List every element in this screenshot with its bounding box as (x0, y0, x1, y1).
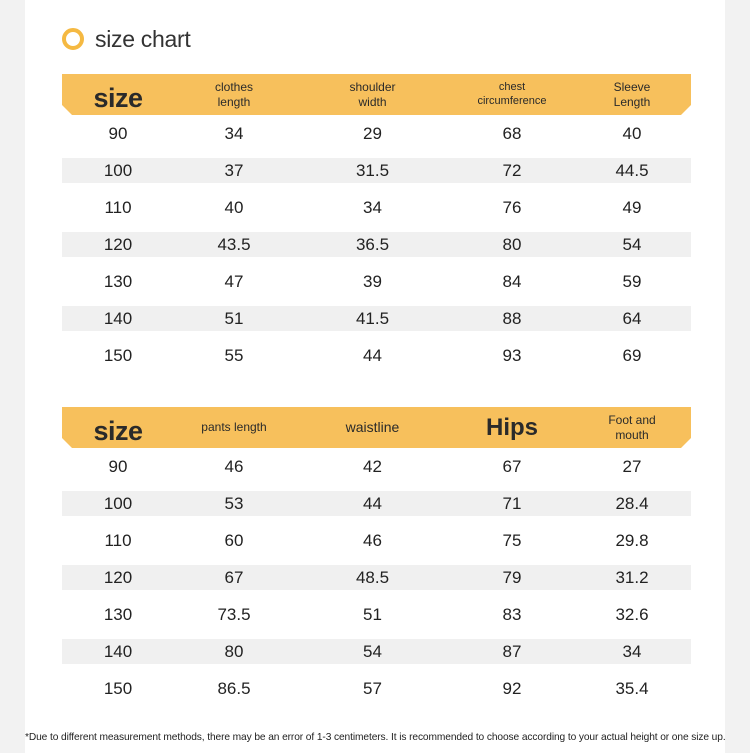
header-line: length (217, 94, 251, 109)
header-clothes-length (174, 74, 294, 115)
title-row (62, 24, 190, 54)
table-cell: 37 (224, 160, 244, 180)
table-cell: 34 (224, 123, 244, 143)
table-cell: 150 (103, 345, 133, 365)
header-chest-circumference (451, 74, 573, 115)
table-cell: 59 (622, 271, 642, 291)
header-hips: Hips (485, 413, 538, 441)
header-size: size (93, 415, 143, 446)
table-cell: 150 (103, 678, 133, 698)
table-cell: 67 (224, 567, 244, 587)
table-cell: 47 (224, 271, 244, 291)
header-line: Foot and (608, 412, 656, 427)
table-cell: 71 (502, 493, 522, 513)
circle-outline-icon (62, 28, 84, 50)
table-row (62, 189, 691, 226)
table-cell: 40 (622, 123, 642, 143)
header-foot-and-mouth (573, 407, 691, 448)
table-cell: 120 (103, 234, 133, 254)
table-row (62, 158, 691, 183)
table-cell: 79 (502, 567, 522, 587)
table-cell: 31.5 (355, 160, 390, 180)
table-row (62, 337, 691, 374)
table-cell: 46 (224, 456, 244, 476)
table-header (62, 407, 691, 448)
table-row (62, 491, 691, 516)
table-cell: 110 (104, 530, 132, 550)
table-cell: 41.5 (355, 308, 390, 328)
table-cell: 83 (502, 604, 522, 624)
top-size-table (62, 74, 691, 374)
table-cell: 55 (224, 345, 244, 365)
table-cell: 73.5 (217, 604, 251, 624)
bottom-size-table (62, 407, 691, 707)
table-cell: 60 (224, 530, 244, 550)
table-cell: 34 (622, 641, 642, 661)
table-cell: 88 (502, 308, 522, 328)
table-cell: 75 (502, 530, 522, 550)
table-cell: 68 (502, 123, 522, 143)
table-cell: 32.6 (615, 604, 649, 624)
table-cell: 93 (502, 345, 522, 365)
table-row (62, 670, 691, 707)
header-shoulder-width (294, 74, 451, 115)
table-cell: 49 (622, 197, 642, 217)
header-line: chest (498, 80, 526, 93)
table-cell: 44 (363, 493, 382, 513)
table-cell: 54 (363, 641, 382, 661)
table-cell: 57 (363, 678, 382, 698)
table-cell: 54 (622, 234, 642, 254)
table-row (62, 232, 691, 257)
table-cell: 51 (363, 604, 382, 624)
header-line: circumference (477, 94, 547, 107)
table-cell: 86.5 (217, 678, 251, 698)
table-cell: 92 (502, 678, 522, 698)
table-row (62, 115, 691, 152)
table-cell: 72 (502, 160, 522, 180)
table-cell: 27 (622, 456, 642, 476)
table-cell: 29 (363, 123, 382, 143)
table-cell: 84 (502, 271, 522, 291)
table-row (62, 522, 691, 559)
table-cell: 90 (108, 456, 128, 476)
header-sleeve-length (573, 74, 691, 115)
table-header (62, 74, 691, 115)
table-cell: 43.5 (217, 234, 251, 254)
footnote: *Due to different measurement methods, there may be an error of 1-3 centimeters. It is recommended to choose according to your actual height or one size up. (25, 732, 726, 743)
page-title: size chart (95, 25, 191, 52)
table-cell: 87 (502, 641, 522, 661)
table-row (62, 596, 691, 633)
table-cell: 140 (103, 308, 133, 328)
table-body (62, 448, 691, 707)
table-row (62, 639, 691, 664)
table-row (62, 565, 691, 590)
header-line: Length (613, 94, 651, 109)
header-size: size (93, 82, 143, 113)
table-cell: 51 (224, 308, 244, 328)
table-row (62, 263, 691, 300)
table-cell: 130 (103, 604, 133, 624)
table-row (62, 306, 691, 331)
size-chart-page (25, 0, 725, 753)
table-cell: 53 (224, 493, 244, 513)
table-cell: 44 (363, 345, 382, 365)
table-cell: 28.4 (615, 493, 649, 513)
table-cell: 39 (363, 271, 382, 291)
table-cell: 140 (103, 641, 133, 661)
table-cell: 44.5 (615, 160, 649, 180)
header-pants-length: pants length (201, 420, 267, 434)
table-cell: 69 (622, 345, 642, 365)
table-cell: 46 (363, 530, 382, 550)
header-line: width (358, 94, 387, 109)
table-cell: 100 (103, 493, 133, 513)
table-cell: 36.5 (355, 234, 390, 254)
table-cell: 31.2 (615, 567, 649, 587)
table-cell: 40 (224, 197, 244, 217)
table-body (62, 115, 691, 374)
table-cell: 110 (104, 197, 132, 217)
table-cell: 80 (502, 234, 522, 254)
table-cell: 90 (108, 123, 128, 143)
table-cell: 48.5 (355, 567, 390, 587)
table-cell: 100 (103, 160, 133, 180)
table-cell: 64 (622, 308, 642, 328)
header-line: clothes (214, 79, 254, 94)
table-cell: 29.8 (615, 530, 649, 550)
table-cell: 80 (224, 641, 244, 661)
table-cell: 67 (502, 456, 522, 476)
table-row (62, 448, 691, 485)
table-cell: 76 (502, 197, 522, 217)
table-cell: 130 (103, 271, 133, 291)
header-line: shoulder (349, 79, 396, 94)
header-waistline: waistline (345, 418, 400, 435)
header-line: Sleeve (613, 79, 651, 94)
table-cell: 42 (363, 456, 382, 476)
table-cell: 35.4 (615, 678, 649, 698)
header-line: mouth (615, 427, 649, 442)
table-cell: 34 (363, 197, 382, 217)
table-cell: 120 (103, 567, 133, 587)
